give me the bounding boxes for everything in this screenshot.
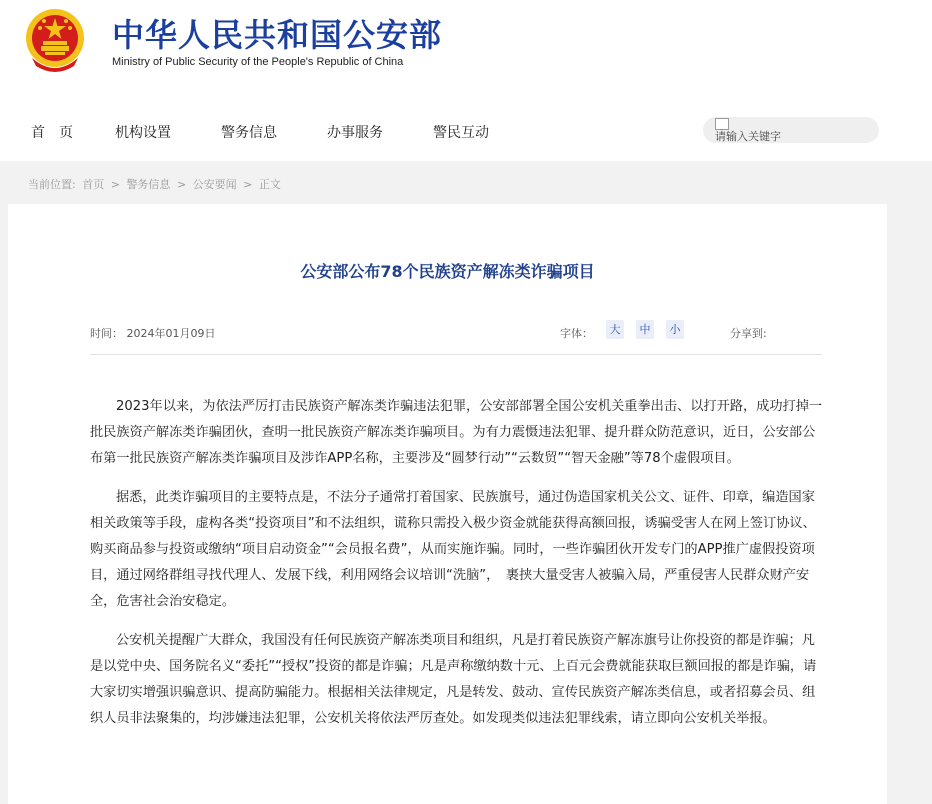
nav-interaction[interactable]: 警民互动 (433, 125, 489, 141)
breadcrumb-separator: > (110, 178, 120, 191)
share-label: 分享到: (730, 327, 767, 340)
breadcrumb-current: 正文 (258, 178, 281, 191)
breadcrumb-police-info[interactable]: 警务信息 (126, 178, 171, 191)
article-paragraph: 公安机关提醒广大群众，我国没有任何民族资产解冻类项目和组织，凡是打着民族资产解冻旗号让你投资的都是诈骗；凡是以党中央、国务院名义“委托”“授权”投资的都是诈骗；凡是声称缴纳数十元、上百元会费就能获取巨额回报的都是诈骗，请大家切实增强识骗意识、提高防骗能力。根据相关法律规定，凡是转发、鼓动、宣传民族资产解冻类信息，或者招募会员、组织人员非法聚集的，均涉嫌违法犯罪，公安机关将依法严厉查处。如发现类似违法犯罪线索，请立即向公安机关举报。 (90, 633, 817, 726)
breadcrumb-label: 当前位置: (28, 178, 76, 191)
article-meta (90, 324, 822, 355)
font-large-button[interactable]: 大 (606, 320, 624, 339)
breadcrumb-home[interactable]: 首页 (82, 178, 105, 191)
national-emblem-icon (24, 8, 86, 72)
breadcrumb-separator: > (243, 178, 253, 191)
font-medium-button[interactable]: 中 (636, 320, 654, 339)
article-panel (8, 204, 887, 804)
search-placeholder: 请输入关键字 (715, 130, 781, 143)
nav-police-info[interactable]: 警务信息 (221, 125, 277, 141)
nav-services[interactable]: 办事服务 (327, 125, 383, 141)
article-date: 时间： 2024年01月09日 (90, 327, 216, 340)
nav-organization[interactable]: 机构设置 (115, 125, 171, 141)
article-body (90, 394, 823, 745)
main-nav (0, 122, 700, 144)
article-paragraph: 据悉，此类诈骗项目的主要特点是，不法分子通常打着国家、民族旗号，通过伪造国家机关公文、证件、印章，编造国家相关政策等手段，虚构各类“投资项目”和不法组织，谎称只需投入极少资金就能获得高额回报，诱骗受害人在网上签订协议、购买商品参与投资或缴纳“项目启动资金”“会员报名费”，从而实施诈骗。同时，一些诈骗团伙开发专门的APP推广虚假投资项目，通过网络群组寻找代理人、发展下线，利用网络会议培训“洗脑”， 裹挟大量受害人被骗入局，严重侵害人民群众财产安全，危害社会治安稳定。 (90, 490, 816, 609)
breadcrumb (28, 176, 284, 192)
breadcrumb-separator: > (176, 178, 187, 191)
article-paragraph: 2023年以来，为依法严厉打击民族资产解冻类诈骗违法犯罪，公安部部署全国公安机关重拳出击、以打开路，成功打掉一批民族资产解冻类诈骗团伙，查明一批民族资产解冻类诈骗项目。为有力震慑违法犯罪、提升群众防范意识，近日，公安部公布第一批民族资产解冻类诈骗项目及涉诈APP名称，主要涉及“圆梦行动”“云数贸”“智天金融”等78个虚假项目。 (90, 399, 823, 466)
site-subtitle: Ministry of Public Security of the People's Republic of China (112, 56, 404, 68)
site-title[interactable]: 中华人民共和国公安部 (112, 16, 443, 54)
nav-home[interactable]: 首 页 (31, 125, 73, 141)
font-small-button[interactable]: 小 (666, 320, 684, 339)
article-title: 公安部公布78个民族资产解冻类诈骗项目 (300, 262, 595, 281)
breadcrumb-news[interactable]: 公安要闻 (192, 178, 237, 191)
font-size-label: 字体： (560, 327, 593, 340)
search-input[interactable] (703, 117, 879, 143)
